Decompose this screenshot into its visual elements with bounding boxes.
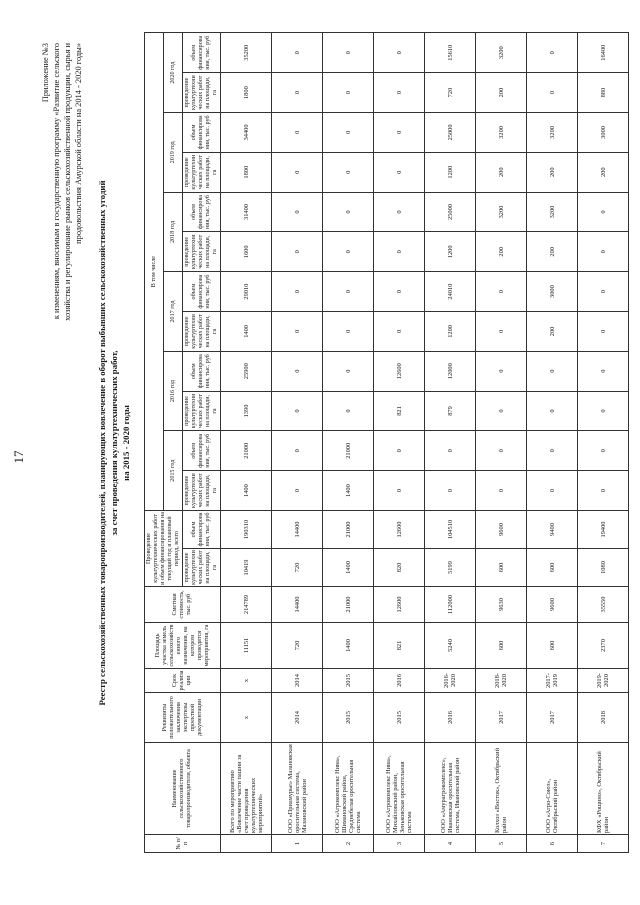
cell-year-fin: 35200 [221, 33, 272, 73]
cell-year-work: 1200 [425, 152, 476, 192]
cell-area: 5240 [425, 623, 476, 669]
cell-year-work: 0 [527, 391, 578, 431]
cell-docs: х [221, 693, 272, 743]
cell-year-work: 0 [578, 471, 629, 511]
title-line-3: на 2015 - 2020 годы [121, 405, 131, 481]
cell-year-fin: 3200 [476, 33, 527, 73]
cell-docs: 2017 [527, 693, 578, 743]
cell-year-fin: 0 [527, 351, 578, 391]
header-year-2: 2017 год [164, 272, 183, 352]
cell-planned-fin: 9400 [527, 510, 578, 548]
cell-year-work: 0 [272, 471, 323, 511]
cell-year-work: 0 [272, 73, 323, 113]
cell-year-work: 0 [323, 312, 374, 352]
cell-num: 7 [578, 835, 629, 853]
cell-year-work: 1390 [221, 391, 272, 431]
cell-area: 11151 [221, 623, 272, 669]
cell-year-work: 0 [374, 152, 425, 192]
cell-term: 2017-2019 [527, 669, 578, 693]
cell-year-fin: 34400 [221, 113, 272, 153]
cell-year-work: 0 [476, 471, 527, 511]
rotated-page [40, 33, 620, 853]
cell-year-work: 200 [527, 312, 578, 352]
cell-year-work: 200 [476, 152, 527, 192]
header-cost: Сметная стоимость, тыс. руб [145, 587, 221, 623]
cell-planned-work: 1400 [323, 549, 374, 587]
cell-area: 720 [272, 623, 323, 669]
table-row [272, 33, 323, 853]
cell-area: 600 [476, 623, 527, 669]
table-row [578, 33, 629, 853]
cell-year-fin: 16400 [578, 33, 629, 73]
header-work-2: проведение культуртехнических работ на площади, га [183, 391, 221, 431]
header-year-5: 2020 год [164, 33, 183, 113]
cell-area: 1400 [323, 623, 374, 669]
header-term: Срок реализации [145, 669, 221, 693]
cell-year-work: 0 [527, 471, 578, 511]
cell-planned-fin: 19400 [578, 510, 629, 548]
cell-name: ООО «Амурагрокомплекс», Ивановская оросительная система, Ивановский район [425, 743, 476, 835]
page-number: 17 [11, 450, 26, 464]
cell-term: 2018-2020 [476, 669, 527, 693]
cell-year-fin: 25900 [221, 351, 272, 391]
title-line-2: за счет проведения культуртехнических работ, [109, 350, 119, 536]
cell-docs: 2015 [374, 693, 425, 743]
cell-year-fin: 0 [272, 113, 323, 153]
cell-year-fin: 12600 [374, 351, 425, 391]
header-fin-5: объем финансирования, тыс. руб [183, 113, 221, 153]
cell-year-work: 1400 [221, 312, 272, 352]
registry-table [144, 32, 629, 853]
cell-year-fin: 21000 [221, 431, 272, 471]
cell-year-work: 0 [323, 152, 374, 192]
header-work-1: проведение культуртехнических работ на площади, га [183, 471, 221, 511]
header-year-0: 2015 год [164, 431, 183, 511]
cell-name: ООО «Приамурье» Мазановская оросительная система, Мазановский район [272, 743, 323, 835]
table-row [374, 33, 425, 853]
header-work-0: проведение культуртехнических работ на площади, га [183, 549, 221, 587]
cell-planned-fin: 104510 [425, 510, 476, 548]
cell-term: 2014 [272, 669, 323, 693]
cell-year-work: 0 [323, 232, 374, 272]
cell-year-work: 720 [425, 73, 476, 113]
cell-docs: 2014 [272, 693, 323, 743]
cell-planned-fin: 190310 [221, 510, 272, 548]
header-year-3: 2018 год [164, 192, 183, 272]
cell-planned-work: 720 [272, 549, 323, 587]
cell-area: 821 [374, 623, 425, 669]
cell-num: 5 [476, 835, 527, 853]
cell-num: 1 [272, 835, 323, 853]
cell-year-work: 0 [272, 391, 323, 431]
cell-year-fin: 3200 [527, 192, 578, 232]
cell-year-work: 0 [272, 232, 323, 272]
cell-planned-fin: 9600 [476, 510, 527, 548]
cell-cost: 35550 [578, 587, 629, 623]
header-docs: Реквизиты положительного заключения экспертизы проектной документации [145, 693, 221, 743]
cell-area: 2370 [578, 623, 629, 669]
cell-year-fin: 0 [272, 272, 323, 312]
cell-year-fin: 0 [374, 33, 425, 73]
cell-term: 2019-2020 [578, 669, 629, 693]
cell-year-work: 1800 [221, 152, 272, 192]
cell-name: ООО «Агрокомплекс Нива», Шимановский район, Среднебелая оросительная система [323, 743, 374, 835]
cell-cost: 12600 [374, 587, 425, 623]
cell-planned-work: 820 [374, 549, 425, 587]
cell-year-work: 1800 [221, 73, 272, 113]
cell-num: 3 [374, 835, 425, 853]
cell-year-work: 1200 [425, 232, 476, 272]
cell-name: ООО «Агрокомплекс Нива», Михайловский район, Зеньковская оросительная система [374, 743, 425, 835]
cell-year-fin: 12000 [425, 351, 476, 391]
cell-year-work: 0 [476, 312, 527, 352]
cell-year-work: 200 [527, 152, 578, 192]
cell-year-work: 200 [476, 73, 527, 113]
cell-year-fin: 0 [527, 33, 578, 73]
cell-cost: 21000 [323, 587, 374, 623]
cell-year-fin: 0 [323, 272, 374, 312]
header-area: Площадь участка земель сельскохозяйственного назначения, на котором проводятся мероприятия, га [145, 623, 221, 669]
cell-year-fin: 0 [476, 351, 527, 391]
cell-year-fin: 0 [323, 113, 374, 153]
cell-year-fin: 0 [425, 431, 476, 471]
header-name: Наименование сельскохозяйственного товаропроизводителя, объекта [145, 743, 221, 835]
cell-docs: 2018 [578, 693, 629, 743]
cell-area: 600 [527, 623, 578, 669]
cell-year-fin: 3000 [527, 272, 578, 312]
cell-year-fin: 21000 [323, 431, 374, 471]
cell-cost: 112000 [425, 587, 476, 623]
cell-year-fin: 0 [374, 272, 425, 312]
cell-year-fin: 25000 [425, 113, 476, 153]
cell-num: 2 [323, 835, 374, 853]
appendix-line-2: к изменениям, вносимым в государственную программу «Развитие сельского [52, 43, 61, 320]
cell-year-work: 880 [578, 73, 629, 113]
cell-year-fin: 0 [374, 113, 425, 153]
cell-num: 4 [425, 835, 476, 853]
cell-year-fin: 0 [527, 431, 578, 471]
table-row [476, 33, 527, 853]
header-work-3: проведение культуртехнических работ на площади, га [183, 312, 221, 352]
cell-year-work: 1200 [425, 312, 476, 352]
cell-year-work: 200 [527, 232, 578, 272]
cell-year-fin: 3200 [476, 192, 527, 232]
header-work-5: проведение культуртехнических работ на площади, га [183, 152, 221, 192]
cell-name: КФХ «Рощино», Октябрьский район [578, 743, 629, 835]
header-in-that: В том числе [145, 33, 164, 511]
cell-year-work: 0 [527, 73, 578, 113]
cell-planned-work: 1080 [578, 549, 629, 587]
cell-year-fin: 25000 [425, 192, 476, 232]
cell-cost: 14400 [272, 587, 323, 623]
cell-year-work: 0 [374, 232, 425, 272]
cell-year-fin: 0 [272, 33, 323, 73]
cell-year-work: 1600 [221, 232, 272, 272]
cell-year-fin: 3200 [527, 113, 578, 153]
appendix-line-1: Приложение №3 [41, 43, 50, 103]
cell-year-work: 1400 [323, 471, 374, 511]
cell-year-fin: 0 [323, 192, 374, 232]
title-line-1: Реестр сельскохозяйственных товаропроизводителей, планирующих вовлечение в оборот выбывших сельскохозяйственных угодий [97, 180, 107, 706]
cell-year-work: 821 [374, 391, 425, 431]
document-title [96, 33, 132, 853]
header-fin-1: объем финансирования, тыс. руб [183, 431, 221, 471]
cell-planned-work: 600 [476, 549, 527, 587]
cell-num: 6 [527, 835, 578, 853]
cell-year-fin: 0 [578, 192, 629, 232]
cell-year-work: 0 [578, 312, 629, 352]
header-work-6: проведение культуртехнических работ на площади, га [183, 73, 221, 113]
cell-year-fin: 0 [374, 192, 425, 232]
cell-cost: 9630 [476, 587, 527, 623]
cell-term: 2016-2020 [425, 669, 476, 693]
cell-docs: 2015 [323, 693, 374, 743]
cell-year-fin: 0 [323, 351, 374, 391]
cell-year-fin: 29010 [221, 272, 272, 312]
header-fin-0: объем финансирования, тыс. руб [183, 510, 221, 548]
cell-year-work: 0 [425, 471, 476, 511]
cell-year-fin: 24010 [425, 272, 476, 312]
cell-year-fin: 31400 [221, 192, 272, 232]
cell-term: 2015 [323, 669, 374, 693]
cell-planned-fin: 14400 [272, 510, 323, 548]
header-year-1: 2016 год [164, 351, 183, 431]
cell-year-work: 0 [476, 391, 527, 431]
cell-year-fin: 3200 [476, 113, 527, 153]
cell-docs: 2017 [476, 693, 527, 743]
cell-year-work: 0 [272, 312, 323, 352]
cell-planned-fin: 12600 [374, 510, 425, 548]
cell-name: Всего по мероприятию «Вовлечение части пашни за счет проведения культуртехнических мероприятий» [221, 743, 272, 835]
cell-year-fin: 0 [323, 33, 374, 73]
cell-planned-fin: 21000 [323, 510, 374, 548]
cell-year-fin: 0 [476, 272, 527, 312]
cell-year-fin: 0 [272, 351, 323, 391]
cell-docs: 2016 [425, 693, 476, 743]
header-fin-3: объем финансирования, тыс. руб [183, 272, 221, 312]
table-row [221, 33, 272, 853]
cell-year-fin: 15610 [425, 33, 476, 73]
header-fin-2: объем финансирования, тыс. руб [183, 351, 221, 391]
cell-year-fin: 0 [578, 351, 629, 391]
appendix-line-3: хозяйства и регулирование рынков сельскохозяйственной продукции, сырья и [63, 43, 72, 321]
header-fin-6: объем финансирования, тыс. руб [183, 33, 221, 73]
cell-name: Колхоз «Восток», Октябрьский район [476, 743, 527, 835]
cell-name: ООО «Агро-Союз», Октябрьский район [527, 743, 578, 835]
cell-year-work: 0 [374, 471, 425, 511]
header-planned: Проведение культуртехнических работ и объем финансирования на текущий год и плановый период, всего [145, 510, 183, 586]
cell-year-work: 1400 [221, 471, 272, 511]
table-row [425, 33, 476, 853]
cell-year-work: 200 [476, 232, 527, 272]
cell-term: х [221, 669, 272, 693]
cell-term: 2016 [374, 669, 425, 693]
header-year-4: 2019 год [164, 113, 183, 193]
appendix-note [40, 43, 84, 683]
cell-year-work: 0 [578, 232, 629, 272]
cell-planned-work: 5199 [425, 549, 476, 587]
cell-year-work: 0 [578, 391, 629, 431]
table-row [323, 33, 374, 853]
cell-year-work: 0 [374, 73, 425, 113]
header-num: № п/п [145, 835, 221, 853]
cell-year-work: 0 [374, 312, 425, 352]
cell-year-fin: 0 [578, 272, 629, 312]
cell-planned-work: 600 [527, 549, 578, 587]
cell-year-fin: 3000 [578, 113, 629, 153]
cell-cost: 214789 [221, 587, 272, 623]
header-work-4: проведение культуртехнических работ на площади, га [183, 232, 221, 272]
cell-cost: 9600 [527, 587, 578, 623]
header-fin-4: объем финансирования, тыс. руб [183, 192, 221, 232]
cell-num [221, 835, 272, 853]
cell-year-work: 0 [272, 152, 323, 192]
table-row [527, 33, 578, 853]
cell-year-fin: 0 [476, 431, 527, 471]
cell-year-work: 200 [578, 152, 629, 192]
cell-year-work: 879 [425, 391, 476, 431]
cell-planned-work: 10419 [221, 549, 272, 587]
cell-year-fin: 0 [578, 431, 629, 471]
cell-year-fin: 0 [272, 431, 323, 471]
cell-year-work: 0 [323, 391, 374, 431]
cell-year-work: 0 [323, 73, 374, 113]
appendix-line-4: продовольствия Амурской области на 2014 - 2020 годы» [74, 43, 83, 244]
cell-year-fin: 0 [272, 192, 323, 232]
cell-year-fin: 0 [374, 431, 425, 471]
